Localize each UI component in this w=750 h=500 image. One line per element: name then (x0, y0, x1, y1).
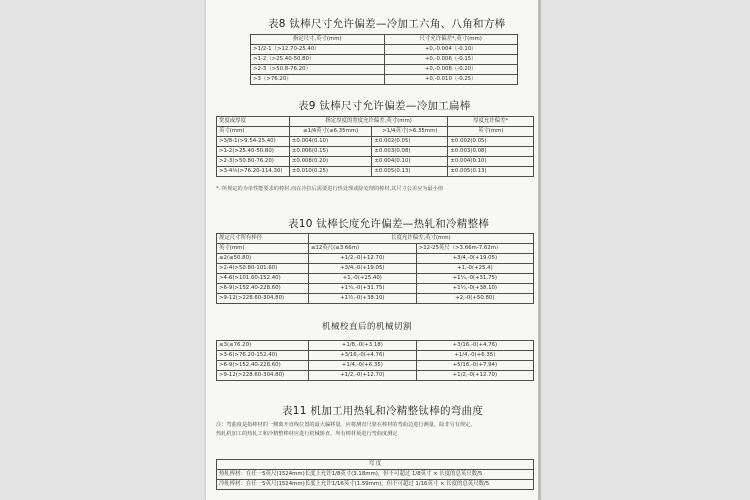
table9-header-width-tolerance: 指定厚度的宽度允许偏差,英寸(mm) (289, 117, 447, 127)
table11-row-hot-rolled: 热轧棒材：在任一5英尺(1524mm)长度上允许1/8英寸(3.18mm)，但不可超过 1/8英寸 × 长度的总英尺数/5 (217, 470, 534, 480)
table8-cell: >1/2-1（>12.70-25.40） (251, 45, 385, 55)
table9-cell: ±0.010(0.25) (289, 167, 371, 177)
table10-cell: +1¼,-0(+31.75) (308, 284, 416, 294)
table10-header-length-tolerance: 长度允许偏差,英寸(mm) (308, 234, 533, 244)
table8-cell: +0,-0.010（-0.25） (384, 75, 518, 85)
table10-cell: +1½,-0(+38.10) (308, 294, 416, 304)
table8-cell: +0,-0.006（-0.15） (384, 55, 518, 65)
table10-title: 表10 钛棒长度允许偏差—热轧和冷精整棒 (288, 218, 490, 230)
machine-cut-cell: +1/4,-0(+6.35) (416, 351, 533, 361)
machine-cut-cell: +5/16,-0(+7.94) (416, 361, 533, 371)
table10-cell: +1¼,-0(+31.75) (416, 274, 533, 284)
table9-cell: >3-4½(>76.20-114.30) (217, 167, 290, 177)
table9-header-thin: ≤1/4英寸(≤6.35mm) (289, 127, 371, 137)
machine-cut-cell: +1/8,-0(+3.18) (308, 341, 416, 351)
table9-cell: ±0.003(0.08) (372, 147, 448, 157)
table10-cell: >2-4(>50.80-101.60) (217, 264, 309, 274)
table8-header-size: 指定尺寸,英寸(mm) (251, 35, 385, 45)
table10-cell: +1/2,-0(+12.70) (308, 254, 416, 264)
table8-cell: >1-2（>25.40-50.80） (251, 55, 385, 65)
table10-cell: +1,-0(+25.40) (308, 274, 416, 284)
table10-cell: >6-9(>152.40-228.60) (217, 284, 309, 294)
table9-cell: ±0.004(0.10) (289, 137, 371, 147)
table8-title: 表8 钛棒尺寸允许偏差—冷加工六角、八角和方棒 (268, 18, 506, 30)
machine-cut-cell: +1/4,-0(+6.35) (308, 361, 416, 371)
table9 (216, 116, 534, 177)
table8-cell: >3（>76.20） (251, 75, 385, 85)
table9-cell: ±0.004(0.10) (372, 157, 448, 167)
table9-cell: >3/8-1(>9.54-25.40) (217, 137, 290, 147)
table11-title: 表11 机加工用热轧和冷精整钛棒的弯曲度 (282, 405, 484, 417)
machine-cut-title: 机械校直后的机械切割 (322, 322, 413, 332)
table9-cell: ±0.008(0.20) (289, 157, 371, 167)
document-page (206, 0, 540, 500)
table11-note-line2: 热轧机加工的热轧工和冷精整棒材应进行机械矫直。所有棒材须进行弯曲度测定 (216, 431, 398, 437)
table9-cell: >1-2(>25.40-50.80) (217, 147, 290, 157)
table9-cell: ±0.005(0.13) (448, 167, 534, 177)
table10-header-long: >12-25英尺（>3.66m-7.62m） (416, 244, 533, 254)
machine-cut-table (216, 340, 534, 381)
table10-cell: +1,-0(+25.4) (416, 264, 533, 274)
table8-cell: +0,-0.004（-0.10） (384, 45, 518, 55)
table9-cell: >2-3(>50.80-76.20) (217, 157, 290, 167)
table9-footnote: *. 所规定的为单性能要求的棒材,而在冷拉后需要进行热处理或除处理的棒材,其尺寸公差应为最小值 (216, 186, 444, 192)
machine-cut-cell: >9-12(>228.60-304.80) (217, 371, 309, 381)
table11 (216, 459, 534, 490)
table10-header-unit: 英寸(mm) (217, 244, 309, 254)
machine-cut-cell: +1/2,-0(+12.70) (308, 371, 416, 381)
table9-header-unit: 英寸(mm) (217, 127, 290, 137)
table9-cell: ±0.003(0.08) (448, 147, 534, 157)
table9-cell: ±0.005(0.13) (372, 167, 448, 177)
table10-cell: >9-12(>228.60-304.80) (217, 294, 309, 304)
table10-cell: +2,-0(+50.80) (416, 294, 533, 304)
table9-header-dimension: 宽度或厚度 (217, 117, 290, 127)
table11-note-line1: 注：弯曲度是指棒材的一侧离开直线位置的最大偏移量。应将测直尺靠在棒材的弯曲边进行测量。除非另有规定， (216, 422, 476, 428)
machine-cut-cell: +3/16,-0(+4.76) (308, 351, 416, 361)
table9-header-unit2: 英寸(mm) (448, 127, 534, 137)
table9-cell: ±0.006(0.15) (289, 147, 371, 157)
table10-header-size: 规定尺寸所有棒径 (217, 234, 309, 244)
table11-row-cold-rolled: 冷轧棒材：在任一5英尺(1524mm)长度上允许1/16英寸(1.59mm)，但不可超过 1/16英寸 × 长度的总英尺数/5 (217, 480, 534, 490)
machine-cut-cell: ≤3(≤76.20) (217, 341, 309, 351)
machine-cut-cell: +3/16,-0(+4.76) (416, 341, 533, 351)
machine-cut-cell: >3-6(>76.20-152.40) (217, 351, 309, 361)
table9-header-thickness-tolerance: 厚度允许偏差* (448, 117, 534, 127)
table10-cell: +3/4,-0(+19.05) (308, 264, 416, 274)
table10-cell: ≤2(≤50.80) (217, 254, 309, 264)
table9-title: 表9 钛棒尺寸允许偏差—冷加工扁棒 (298, 100, 471, 112)
table11-header: 弯 度 (217, 460, 534, 470)
page-edge (538, 0, 541, 500)
table9-cell: ±0.002(0.05) (448, 137, 534, 147)
machine-cut-cell: >6-9(>152.40-228.60) (217, 361, 309, 371)
table8-cell: >2-3（>50.8-76.20） (251, 65, 385, 75)
table10-cell: +3/4,-0(+19.05) (416, 254, 533, 264)
table9-header-thick: >1/4英寸(>6.35mm) (372, 127, 448, 137)
table10-header-short: ≤12英尺(≤3.66m) (308, 244, 416, 254)
table9-cell: ±0.002(0.05) (372, 137, 448, 147)
table9-cell: ±0.004(0.10) (448, 157, 534, 167)
table10 (216, 233, 534, 304)
table8 (250, 34, 518, 85)
table10-cell: >4-6(>101.60-152.40) (217, 274, 309, 284)
table10-cell: +1½,-0(+38.10) (416, 284, 533, 294)
table8-header-tolerance: 尺寸允许偏差*,英寸(mm) (384, 35, 518, 45)
machine-cut-cell: +1/2,-0(+12.70) (416, 371, 533, 381)
table8-cell: +0,-0.008（-0.20） (384, 65, 518, 75)
